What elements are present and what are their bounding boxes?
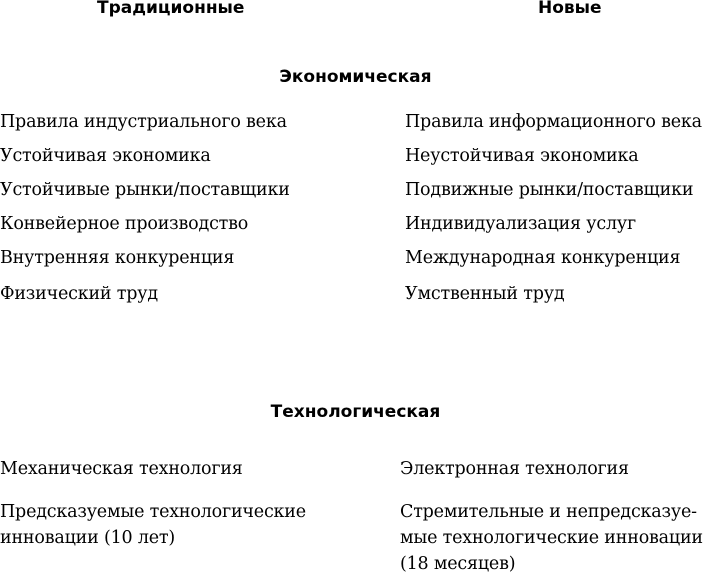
tech-row-2-new-line-1: Стремительные и непредсказуе- bbox=[400, 502, 697, 522]
tech-row-2-traditional-line-1: Предсказуемые технологические bbox=[0, 502, 306, 522]
economic-row-6-traditional: Физический труд bbox=[0, 284, 158, 304]
economic-row-2-new: Неустойчивая экономика bbox=[405, 146, 639, 166]
tech-row-1-new: Электронная технология bbox=[400, 459, 629, 479]
economic-row-5-new: Международная конкуренция bbox=[405, 248, 681, 268]
economic-row-2-traditional: Устойчивая экономика bbox=[0, 146, 211, 166]
tech-row-2-traditional-line-2: инновации (10 лет) bbox=[0, 528, 175, 548]
column-header-new: Новые bbox=[538, 0, 602, 18]
economic-row-1-traditional: Правила индустриального века bbox=[0, 112, 287, 132]
tech-row-2-new-line-2: мые технологические инновации bbox=[400, 528, 703, 548]
section-title-technological: Технологическая bbox=[270, 402, 441, 422]
tech-row-2-new bbox=[400, 499, 703, 577]
economic-row-3-new: Подвижные рынки/поставщики bbox=[405, 180, 694, 200]
economic-row-6-new: Умственный труд bbox=[405, 284, 565, 304]
tech-row-2-traditional bbox=[0, 499, 306, 551]
tech-row-1-traditional: Механическая технология bbox=[0, 459, 243, 479]
tech-row-2-new-line-3: (18 месяцев) bbox=[400, 554, 516, 574]
column-header-traditional: Традиционные bbox=[97, 0, 245, 18]
economic-row-3-traditional: Устойчивые рынки/поставщики bbox=[0, 180, 290, 200]
economic-row-5-traditional: Внутренняя конкуренция bbox=[0, 248, 235, 268]
section-title-economic: Экономическая bbox=[279, 67, 432, 87]
economic-row-1-new: Правила информационного века bbox=[405, 112, 702, 132]
economic-row-4-new: Индивидуализация услуг bbox=[405, 214, 636, 234]
economic-row-4-traditional: Конвейерное производство bbox=[0, 214, 249, 234]
